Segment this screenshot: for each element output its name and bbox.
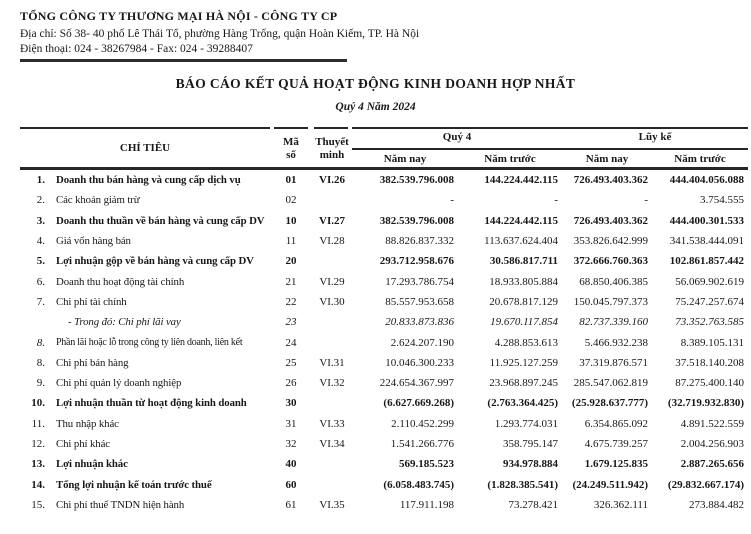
value-q4-current-year: 10.046.300.233: [385, 356, 454, 369]
row-number: 5.: [36, 255, 45, 268]
column-header-note-line2: minh: [319, 148, 345, 161]
header-top-rule-criteria: [20, 127, 270, 129]
value-q4-prior-year: 30.586.817.711: [489, 255, 558, 268]
header-top-rule-note: [314, 127, 348, 129]
value-acc-prior-year: 2.004.256.903: [680, 438, 744, 450]
value-acc-current-year: (25.928.637.777): [571, 397, 648, 410]
value-acc-current-year: (24.249.511.942): [572, 478, 648, 491]
header-group-rule: [352, 148, 748, 150]
company-phone-fax: Điện thoại: 024 - 38267984 - Fax: 024 - 39288407: [20, 43, 253, 55]
row-code: 32: [285, 438, 297, 450]
row-label: Doanh thu thuần về bán hàng và cung cấp DV: [56, 214, 265, 227]
row-note: VI.29: [319, 275, 345, 288]
row-label: Chi phí tài chính: [56, 295, 127, 308]
value-acc-prior-year: 3.754.555: [700, 194, 744, 207]
row-label: Tổng lợi nhuận kế toán trước thuế: [56, 478, 212, 491]
row-note: VI.32: [319, 377, 345, 390]
value-q4-current-year: (6.627.669.268): [383, 397, 454, 410]
column-header-acc-prior-year: Năm trước: [674, 152, 726, 165]
row-label: Phần lãi hoặc lỗ trong công ty liên doanh, liên kết: [56, 337, 243, 349]
value-q4-current-year: -: [450, 194, 454, 207]
table-row: [20, 271, 748, 291]
value-q4-current-year: 20.833.873.836: [385, 316, 454, 329]
value-q4-current-year: 88.826.837.332: [385, 235, 454, 248]
value-acc-prior-year: 75.247.257.674: [675, 295, 744, 308]
table-row: [20, 211, 748, 231]
value-acc-prior-year: 73.352.763.585: [675, 316, 744, 329]
value-acc-prior-year: 444.400.301.533: [669, 214, 744, 227]
value-q4-prior-year: 18.933.805.884: [489, 275, 558, 288]
table-row: [20, 251, 748, 271]
table-row: [20, 414, 748, 434]
value-q4-current-year: 17.293.786.754: [385, 275, 454, 288]
table-row: [20, 393, 748, 413]
column-header-code: [270, 127, 312, 170]
value-acc-current-year: 6.354.865.092: [584, 417, 648, 430]
row-label: Các khoản giảm trừ: [56, 194, 140, 207]
value-acc-current-year: 5.466.932.238: [584, 336, 648, 349]
row-code: 30: [285, 397, 297, 410]
value-acc-current-year: 726.493.403.362: [573, 214, 648, 227]
value-q4-prior-year: 934.978.884: [503, 458, 558, 471]
row-code: 24: [285, 336, 297, 349]
row-note: VI.27: [319, 214, 345, 227]
table-row: [20, 353, 748, 373]
value-q4-current-year: 85.557.953.658: [385, 295, 454, 308]
company-name: TỔNG CÔNG TY THƯƠNG MẠI HÀ NỘI - CÔNG TY CP: [20, 9, 338, 23]
row-label: Chi phí khác: [56, 438, 110, 450]
header-top-rule-values: [352, 127, 748, 129]
row-note: VI.34: [319, 438, 345, 450]
report-period: Quý 4 Năm 2024: [335, 101, 416, 113]
column-header-q4-prior-year: Năm trước: [484, 152, 536, 165]
value-acc-current-year: -: [644, 194, 648, 207]
row-code: 40: [285, 458, 297, 471]
row-number: 1.: [36, 174, 45, 187]
value-q4-current-year: 382.539.796.008: [379, 214, 454, 227]
row-label: Chi phí quản lý doanh nghiệp: [56, 377, 182, 390]
value-acc-prior-year: (32.719.932.830): [667, 397, 744, 410]
value-acc-current-year: 372.666.760.363: [573, 255, 648, 268]
value-q4-prior-year: (1.828.385.541): [487, 478, 558, 491]
value-acc-current-year: 82.737.339.160: [579, 316, 648, 329]
row-code: 21: [285, 275, 297, 288]
table-row: [20, 495, 748, 515]
table-row: [20, 292, 748, 312]
row-number: 7.: [36, 295, 45, 308]
value-q4-prior-year: 1.293.774.031: [494, 417, 558, 430]
value-q4-prior-year: 11.925.127.259: [489, 356, 558, 369]
table-row: [20, 170, 748, 190]
header-bottom-rule: [20, 167, 748, 170]
table-row: [20, 373, 748, 393]
row-code: 61: [285, 498, 297, 511]
row-note: VI.30: [319, 295, 345, 308]
column-header-criteria: CHỈ TIÊU: [119, 142, 171, 155]
letterhead-divider: [20, 59, 347, 62]
row-number: 8.: [36, 356, 45, 369]
row-code: 20: [285, 255, 297, 268]
column-header-code-line2: số: [286, 148, 296, 161]
value-acc-current-year: 726.493.403.362: [573, 174, 648, 187]
value-acc-current-year: 150.045.797.373: [573, 295, 648, 308]
table-row: [20, 434, 748, 454]
row-label: - Trong đó: Chi phí lãi vay: [68, 316, 181, 329]
row-number: 4.: [36, 235, 45, 248]
column-header-acc-current-year: Năm nay: [585, 152, 629, 165]
table-body: [20, 170, 748, 515]
table-row: [20, 312, 748, 332]
value-q4-prior-year: 144.224.442.115: [484, 214, 558, 227]
table-row: [20, 454, 748, 474]
value-q4-current-year: 224.654.367.997: [379, 377, 454, 390]
value-acc-prior-year: (29.832.667.174): [667, 478, 744, 491]
row-label: Lợi nhuận thuần từ hoạt động kinh doanh: [56, 397, 247, 410]
value-q4-current-year: 117.911.198: [399, 498, 454, 511]
value-acc-prior-year: 273.884.482: [689, 498, 744, 511]
value-acc-prior-year: 102.861.857.442: [669, 255, 744, 268]
value-q4-prior-year: 144.224.442.115: [484, 174, 558, 187]
value-acc-prior-year: 444.404.056.088: [669, 174, 744, 187]
column-header-note-line1: Thuyết: [315, 136, 349, 149]
row-label: Doanh thu hoạt động tài chính: [56, 275, 185, 288]
row-number: 2.: [36, 194, 45, 207]
value-acc-prior-year: 2.887.265.656: [680, 458, 744, 471]
value-acc-current-year: 4.675.739.257: [584, 438, 648, 450]
value-q4-prior-year: 23.968.897.245: [489, 377, 558, 390]
column-header-q4-current-year: Năm nay: [383, 152, 427, 165]
header-top-rule-code: [274, 127, 308, 129]
row-label: Chi phí bán hàng: [56, 356, 129, 369]
company-address: Địa chỉ: Số 38- 40 phố Lê Thái Tổ, phường Hàng Trống, quận Hoàn Kiếm, TP. Hà Nội: [20, 28, 420, 40]
row-label: Giá vốn hàng bán: [56, 235, 131, 248]
value-q4-prior-year: 20.678.817.129: [489, 295, 558, 308]
row-code: 22: [285, 295, 297, 308]
row-note: VI.28: [319, 235, 345, 248]
row-label: Lợi nhuận khác: [56, 458, 128, 471]
value-acc-prior-year: 341.538.444.091: [669, 235, 744, 248]
table-row: [20, 190, 748, 210]
value-q4-prior-year: 358.795.147: [503, 438, 558, 450]
value-acc-current-year: 285.547.062.819: [573, 377, 648, 390]
value-q4-current-year: 569.185.523: [399, 458, 454, 471]
row-number: 3.: [36, 214, 45, 227]
value-q4-current-year: 2.624.207.190: [390, 336, 454, 349]
row-code: 31: [285, 417, 297, 430]
value-acc-prior-year: 4.891.522.559: [680, 417, 744, 430]
value-q4-current-year: (6.058.483.745): [383, 478, 454, 491]
column-header-code-line1: Mã: [283, 136, 299, 149]
row-code: 23: [285, 316, 297, 329]
row-number: 10.: [31, 397, 45, 410]
value-acc-current-year: 68.850.406.385: [579, 275, 648, 288]
row-number: 15.: [31, 498, 45, 511]
value-q4-prior-year: -: [554, 194, 558, 207]
value-q4-prior-year: 19.670.117.854: [490, 316, 558, 329]
row-code: 26: [285, 377, 297, 390]
value-acc-prior-year: 87.275.400.140: [675, 377, 744, 390]
value-q4-current-year: 293.712.958.676: [379, 255, 454, 268]
row-note: VI.31: [319, 356, 345, 369]
row-code: 60: [285, 478, 297, 491]
value-q4-prior-year: (2.763.364.425): [487, 397, 558, 410]
row-note: VI.35: [319, 498, 345, 511]
row-number: 8.: [36, 336, 45, 349]
column-group-q4: Quý 4: [442, 131, 472, 144]
table-row: [20, 474, 748, 494]
row-number: 14.: [31, 478, 45, 491]
row-label: Chi phí thuế TNDN hiện hành: [56, 498, 185, 511]
value-q4-prior-year: 73.278.421: [508, 498, 558, 511]
value-q4-prior-year: 4.288.853.613: [494, 336, 558, 349]
row-code: 10: [285, 214, 297, 227]
row-label: Doanh thu bán hàng và cung cấp dịch vụ: [56, 174, 241, 187]
table-row: [20, 332, 748, 352]
row-note: VI.33: [319, 417, 345, 430]
report-title: BÁO CÁO KẾT QUẢ HOẠT ĐỘNG KINH DOANH HỢP NHẤT: [175, 76, 576, 91]
row-number: 9.: [36, 377, 45, 390]
value-acc-current-year: 326.362.111: [593, 498, 648, 511]
row-code: 11: [285, 235, 297, 248]
value-acc-current-year: 37.319.876.571: [579, 356, 648, 369]
row-number: 13.: [31, 458, 45, 471]
value-q4-current-year: 2.110.452.299: [391, 417, 454, 430]
row-code: 25: [285, 356, 297, 369]
table-row: [20, 231, 748, 251]
letterhead: [20, 9, 419, 62]
value-q4-current-year: 382.539.796.008: [379, 174, 454, 187]
value-q4-current-year: 1.541.266.776: [390, 438, 454, 450]
value-acc-current-year: 1.679.125.835: [584, 458, 648, 471]
column-group-accumulated: Lũy kế: [638, 131, 672, 144]
value-acc-prior-year: 56.069.902.619: [675, 275, 744, 288]
row-number: 12.: [31, 438, 45, 450]
value-acc-prior-year: 8.389.105.131: [680, 336, 744, 349]
column-header-note: [312, 127, 352, 170]
row-label: Lợi nhuận gộp về bán hàng và cung cấp DV: [56, 255, 254, 268]
table-header: [20, 127, 748, 170]
value-q4-prior-year: 113.637.624.404: [484, 235, 558, 248]
row-number: 6.: [36, 275, 45, 288]
row-note: VI.26: [319, 174, 345, 187]
row-number: 11.: [31, 417, 45, 430]
value-acc-prior-year: 37.518.140.208: [675, 356, 744, 369]
row-code: 01: [285, 174, 297, 187]
row-code: 02: [285, 194, 297, 207]
row-label: Thu nhập khác: [56, 417, 119, 430]
income-statement-table: [20, 127, 748, 515]
value-acc-current-year: 353.826.642.999: [573, 235, 648, 248]
